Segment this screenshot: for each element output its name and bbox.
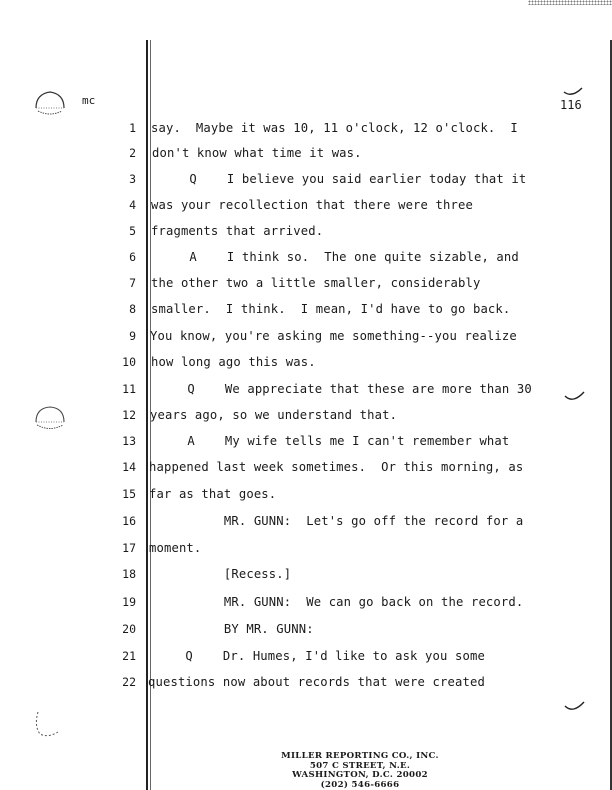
footer-company: MILLER REPORTING CO., INC.: [281, 751, 439, 761]
line-number: 19: [122, 595, 136, 609]
margin-mark-icon: [563, 390, 587, 406]
line-number: 8: [129, 302, 136, 316]
line-number: 12: [122, 408, 136, 422]
transcript-line: MR. GUNN: We can go back on the record.: [149, 595, 524, 609]
transcript-line: moment.: [149, 541, 202, 555]
line-number: 10: [122, 355, 136, 369]
line-number: 15: [122, 487, 136, 501]
transcript-line: don't know what time it was.: [152, 146, 362, 160]
footer-street: 507 C STREET, N.E.: [309, 760, 411, 771]
line-number: 4: [129, 198, 136, 212]
transcript-line: how long ago this was.: [151, 355, 316, 369]
line-number: 21: [122, 649, 136, 663]
transcript-line: Q Dr. Humes, I'd like to ask you some: [148, 649, 485, 663]
margin-mark-icon: [562, 84, 586, 100]
transcript-line: You know, you're asking me something--you realize: [150, 329, 517, 343]
line-number: 7: [129, 276, 136, 290]
line-number: 18: [122, 567, 136, 581]
line-number: 16: [122, 514, 136, 528]
transcript-line: questions now about records that were created: [148, 675, 485, 689]
footer-phone: (202) 546-6666: [320, 779, 400, 790]
transcript-line: say. Maybe it was 10, 11 o'clock, 12 o'clock. I: [151, 121, 518, 135]
line-number: 17: [122, 541, 136, 555]
line-number: 14: [122, 460, 136, 474]
line-number: 3: [129, 172, 136, 186]
binder-hole-icon: [30, 708, 70, 742]
scan-dot-border: [528, 0, 612, 5]
transcript-line: happened last week sometimes. Or this morning, as: [149, 460, 524, 474]
transcript-line: smaller. I think. I mean, I'd have to go back.: [151, 302, 511, 316]
transcript-line: Q I believe you said earlier today that it: [152, 172, 527, 186]
transcript-line: the other two a little smaller, considerably: [151, 276, 481, 290]
binder-hole-icon: [30, 86, 70, 120]
page-number: 116: [560, 98, 582, 112]
transcript-line: MR. GUNN: Let's go off the record for a: [149, 514, 524, 528]
line-number: 1: [129, 121, 136, 135]
transcript-line: [Recess.]: [149, 567, 292, 581]
line-number: 6: [129, 250, 136, 264]
line-number: 9: [129, 329, 136, 343]
line-number: 2: [129, 146, 136, 160]
reporter-initials: mc: [82, 94, 96, 107]
line-number: 22: [122, 675, 136, 689]
reporter-footer: [270, 752, 450, 790]
footer-city: WASHINGTON, D.C. 20002: [292, 770, 428, 780]
transcript-line: A I think so. The one quite sizable, and: [152, 250, 519, 264]
transcript-line: Q We appreciate that these are more than 30: [150, 382, 532, 396]
line-number: 5: [129, 224, 136, 238]
transcript-line: A My wife tells me I can't remember what: [150, 434, 510, 448]
binder-hole-icon: [30, 402, 70, 436]
transcript-line: was your recollection that there were three: [151, 198, 473, 212]
line-number: 20: [122, 622, 136, 636]
transcript-line: BY MR. GUNN:: [149, 622, 314, 636]
line-number: 11: [122, 382, 136, 396]
transcript-line: fragments that arrived.: [151, 224, 324, 238]
transcript-line: years ago, so we understand that.: [150, 408, 398, 422]
transcript-line: far as that goes.: [149, 487, 277, 501]
line-number: 13: [122, 434, 136, 448]
margin-mark-icon: [563, 700, 587, 716]
